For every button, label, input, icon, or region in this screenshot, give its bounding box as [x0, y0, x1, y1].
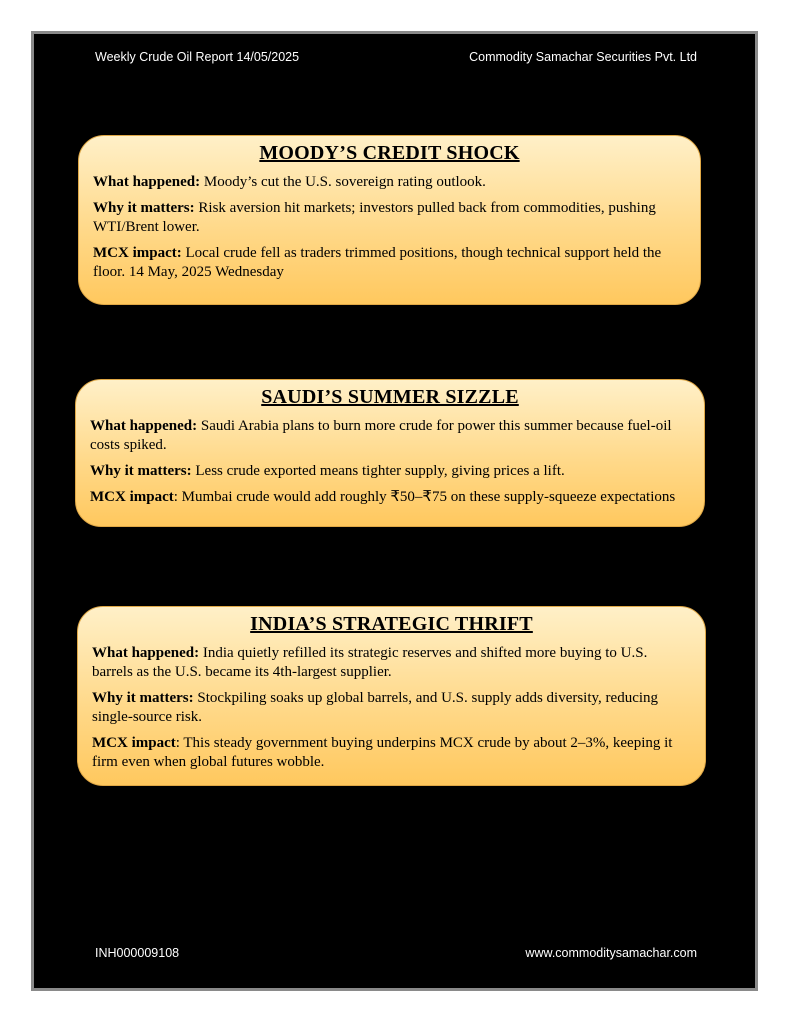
card-item — [92, 644, 691, 682]
card-title: SAUDI’S SUMMER SIZZLE — [261, 386, 519, 408]
item-label: Why it matters: — [92, 690, 194, 706]
item-label: MCX impact — [92, 735, 176, 751]
header-company-name: Commodity Samachar Securities Pvt. Ltd — [469, 50, 697, 64]
card-item — [90, 462, 690, 481]
news-card-saudi — [75, 379, 705, 527]
card-item — [93, 199, 686, 237]
footer-registration-number: INH000009108 — [95, 946, 180, 960]
item-text: Less crude exported means tighter supply, giving prices a lift. — [191, 463, 565, 479]
item-label: MCX impact: — [93, 245, 182, 261]
card-item — [92, 689, 691, 727]
card-item — [90, 417, 690, 455]
news-card-india — [77, 606, 706, 786]
card-item — [90, 488, 690, 507]
card-item — [93, 173, 686, 192]
card-item — [93, 244, 686, 282]
item-text: India quietly refilled its strategic reserves and shifted more buying to U.S. barrels as the U.S. became its 4th-largest supplier. — [92, 645, 648, 680]
item-text: Risk aversion hit markets; investors pulled back from commodities, pushing WTI/Brent lower. — [93, 200, 656, 235]
item-text: Local crude fell as traders trimmed positions, though technical support held the floor. 14 May, 2025 Wednesday — [93, 245, 662, 280]
item-text: Saudi Arabia plans to burn more crude for power this summer because fuel-oil costs spiked. — [90, 418, 672, 453]
item-label: What happened: — [93, 174, 201, 190]
card-title: INDIA’S STRATEGIC THRIFT — [250, 613, 533, 635]
item-text: : This steady government buying underpins MCX crude by about 2–3%, keeping it firm even when global futures wobble. — [92, 735, 673, 770]
item-text: Moody’s cut the U.S. sovereign rating outlook. — [200, 174, 486, 190]
item-label: MCX impact — [90, 489, 174, 505]
header-report-title: Weekly Crude Oil Report 14/05/2025 — [95, 50, 300, 64]
news-card-moodys — [78, 135, 701, 305]
page-frame — [31, 31, 758, 991]
item-label: Why it matters: — [90, 463, 192, 479]
card-item — [92, 734, 691, 772]
card-title: MOODY’S CREDIT SHOCK — [259, 142, 520, 164]
item-label: What happened: — [90, 418, 198, 434]
item-text: : Mumbai crude would add roughly ₹50–₹75 on these supply-squeeze expectations — [173, 489, 676, 505]
item-text: Stockpiling soaks up global barrels, and U.S. supply adds diversity, reducing single-source risk. — [92, 690, 659, 725]
footer-website-link[interactable]: www.commoditysamachar.com — [525, 946, 697, 960]
item-label: What happened: — [92, 645, 200, 661]
item-label: Why it matters: — [93, 200, 195, 216]
